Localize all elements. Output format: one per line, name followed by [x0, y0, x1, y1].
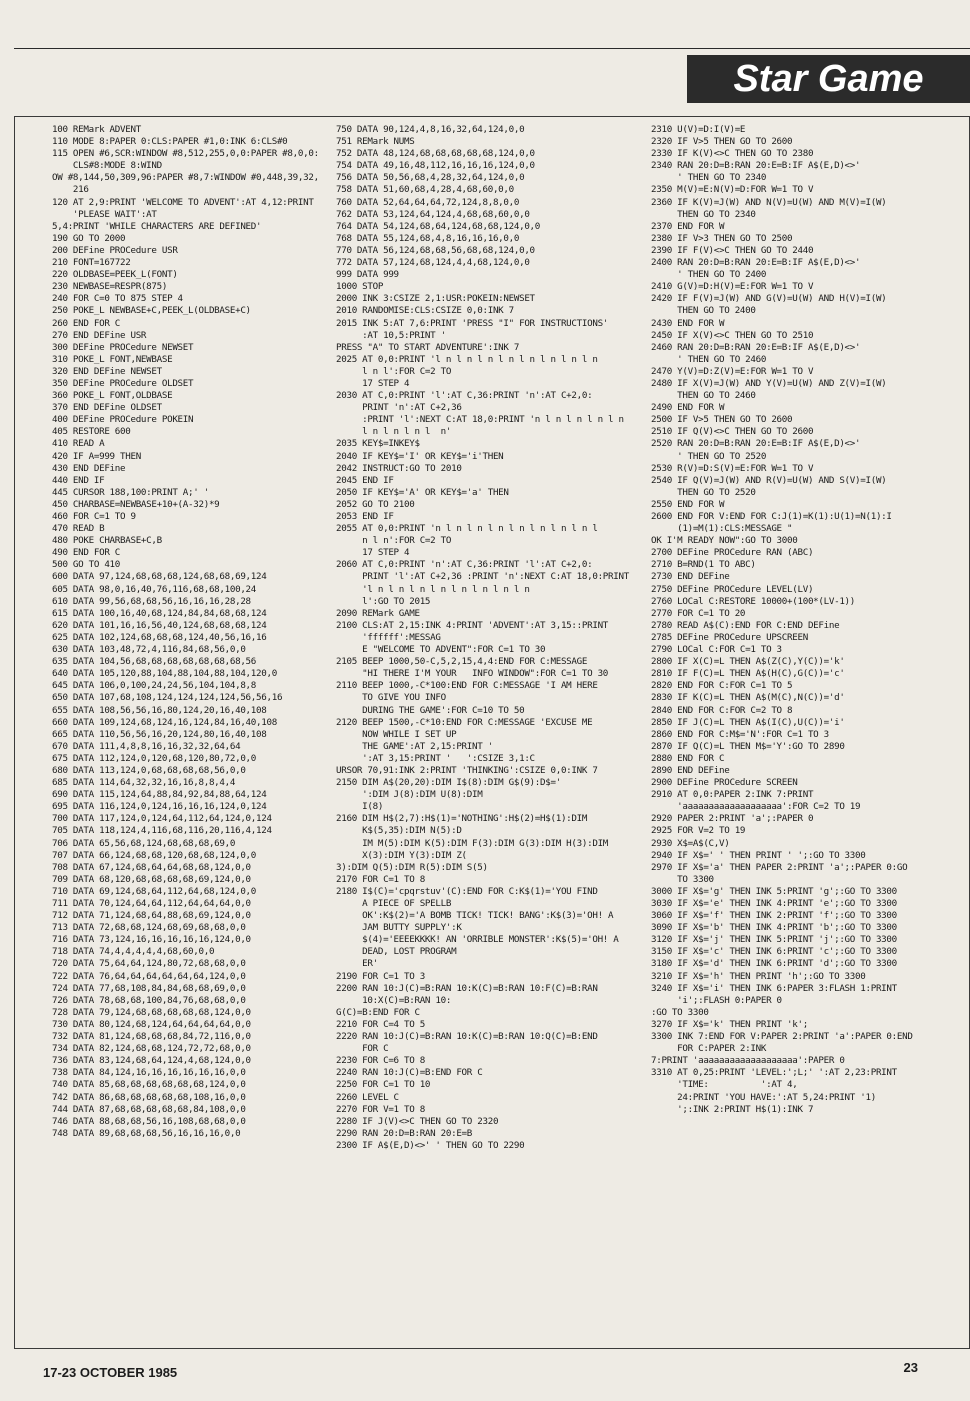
code-line: 17 STEP 4 — [336, 547, 410, 559]
code-line: 722 DATA 76,64,64,64,64,64,64,124,0,0 — [52, 970, 246, 982]
code-line: 709 DATA 68,120,68,68,68,68,69,124,0,0 — [52, 873, 251, 885]
code-line: 2100 CLS:AT 2,15:INK 4:PRINT 'ADVENT':AT 3,15::PRINT — [336, 619, 609, 631]
code-line: 2053 END IF — [336, 511, 394, 522]
code-line: 3180 IF X$='d' THEN INK 6:PRINT 'd';:GO TO 3300 — [651, 958, 897, 970]
code-line: 605 DATA 98,0,16,40,76,116,68,68,100,24 — [52, 583, 257, 595]
code-line: 635 DATA 104,56,68,68,68,68,68,68,68,56 — [52, 656, 257, 668]
code-line: 120 AT 2,9:PRINT 'WELCOME TO ADVENT':AT 4,12:PRINT — [52, 196, 314, 208]
code-line: 2850 IF J(C)=L THEN A$(I(C),U(C))='i' — [651, 716, 845, 728]
code-line: 620 DATA 101,16,16,56,40,124,68,68,68,124 — [52, 619, 267, 631]
code-line: 2970 IF X$='a' THEN PAPER 2:PRINT 'a';:PAPER 0:GO — [651, 861, 908, 873]
code-line: 2700 DEFine PROCedure RAN (ABC) — [651, 547, 814, 559]
code-line: 2840 END FOR C:FOR C=2 TO 8 — [651, 704, 793, 716]
code-line: $(4)='EEEEKKKK! AN 'ORRIBLE MONSTER':K$(5)='OH! A — [336, 934, 619, 946]
code-line: THEN GO TO 2520 — [651, 486, 756, 498]
code-line: THEN GO TO 2460 — [651, 390, 756, 402]
code-line: 240 FOR C=0 TO 875 STEP 4 — [52, 293, 183, 305]
code-line: 705 DATA 118,124,4,116,68,116,20,116,4,124 — [52, 825, 272, 837]
code-line: 726 DATA 78,68,68,100,84,76,68,68,0,0 — [52, 994, 246, 1006]
code-line: I(8) — [336, 801, 384, 813]
code-line: OK':K$(2)='A BOMB TICK! TICK! BANG':K$(3)='OH! A — [336, 910, 614, 922]
code-line: CLS#8:MODE 8:WIND — [52, 160, 162, 172]
code-line: l n l':FOR C=2 TO — [336, 365, 452, 377]
code-line: l n l n l n l n' — [336, 426, 452, 438]
code-line: 650 DATA 107,68,108,124,124,124,124,56,56,16 — [52, 692, 283, 704]
code-line: 2410 G(V)=D:H(V)=E:FOR W=1 TO V — [651, 281, 814, 293]
code-line: 2310 U(V)=D:I(V)=E — [651, 124, 746, 135]
code-line: 718 DATA 74,4,4,4,4,4,68,60,0,0 — [52, 946, 215, 958]
code-line: 2930 X$=A$(C,V) — [651, 837, 730, 849]
code-line: 768 DATA 55,124,68,4,8,16,16,16,0,0 — [336, 232, 520, 244]
code-line: 405 RESTORE 600 — [52, 426, 131, 438]
code-line: 999 DATA 999 — [336, 269, 399, 281]
code-line: 2480 IF X(V)=J(W) AND Y(V)=U(W) AND Z(V)=I(W) — [651, 377, 887, 389]
code-line: 3030 IF X$='e' THEN INK 4:PRINT 'e';:GO TO 3300 — [651, 898, 897, 909]
code-line: 370 END DEFine OLDSET — [52, 402, 162, 414]
code-line: 2120 BEEP 1500,-C*10:END FOR C:MESSAGE 'EXCUSE ME — [336, 716, 593, 728]
code-line: 216 — [52, 184, 89, 196]
code-line: 2220 RAN 10:J(C)=B:RAN 10:K(C)=B:RAN 10:Q(C)=B:END — [336, 1031, 598, 1043]
code-line: 110 MODE 8:PAPER 0:CLS:PAPER #1,0:INK 6:CLS#0 — [52, 136, 288, 148]
code-line: 746 DATA 88,68,68,56,16,108,68,68,0,0 — [52, 1115, 246, 1127]
code-line: 700 DATA 117,124,0,124,64,112,64,124,0,124 — [52, 813, 272, 825]
code-line: 2730 END DEFine — [651, 571, 730, 583]
code-line: 706 DATA 65,56,68,124,68,68,68,69,0 — [52, 837, 236, 849]
code-line: X(3):DIM Y(3):DIM Z( — [336, 849, 467, 861]
code-line: 2800 IF X(C)=L THEN A$(Z(C),Y(C))='k' — [651, 656, 845, 668]
code-line: 2015 INK 5:AT 7,6:PRINT 'PRESS "I" FOR INSTRUCTIONS' — [336, 317, 609, 329]
code-line: 3000 IF X$='g' THEN INK 5:PRINT 'g';:GO TO 3300 — [651, 885, 897, 897]
code-line: 2925 FOR V=2 TO 19 — [651, 825, 746, 837]
code-line: 200 DEFine PROCedure USR — [52, 244, 178, 256]
code-line: 'ffffff':MESSAG — [336, 631, 441, 643]
code-line: 3060 IF X$='f' THEN INK 2:PRINT 'f';:GO TO 3300 — [651, 910, 897, 922]
code-line: 320 END DEFine NEWSET — [52, 365, 162, 377]
code-line: G(C)=B:END FOR C — [336, 1006, 420, 1018]
code-line: 2045 END IF — [336, 474, 394, 486]
code-line: 'l n l n l n l n l n l n l n l n — [336, 583, 530, 595]
code-line: 7:PRINT 'aaaaaaaaaaaaaaaaaaa':PAPER 0 — [651, 1055, 845, 1067]
code-line: 2600 END FOR V:END FOR C:J(1)=K(1):U(1)=N(1):I — [651, 511, 892, 522]
code-line: 2430 END FOR W — [651, 317, 725, 329]
code-line: 610 DATA 99,56,68,68,56,16,16,16,28,28 — [52, 595, 251, 607]
code-line: 2090 REMark GAME — [336, 607, 420, 619]
code-line: 2460 RAN 20:D=B:RAN 20:E=B:IF A$(E,D)<>' — [651, 341, 861, 353]
code-line: 2940 IF X$=' ' THEN PRINT ' ';:GO TO 3300 — [651, 849, 866, 861]
code-line: 2880 END FOR C — [651, 752, 725, 764]
code-line: 3150 IF X$='c' THEN INK 6:PRINT 'c';:GO TO 3300 — [651, 946, 897, 958]
code-line: 738 DATA 84,124,16,16,16,16,16,16,0,0 — [52, 1067, 246, 1079]
code-line: 360 POKE_L FONT,OLDBASE — [52, 390, 173, 402]
code-line: 732 DATA 81,124,68,68,68,84,72,116,0,0 — [52, 1031, 251, 1043]
code-line: 762 DATA 53,124,64,124,4,68,68,60,0,0 — [336, 208, 530, 220]
code-line: "HI THERE I'M YOUR INFO WINDOW":FOR C=1 TO 30 — [336, 668, 609, 680]
code-line: IM M(5):DIM K(5):DIM F(3):DIM G(3):DIM H(3):DIM — [336, 837, 609, 849]
code-line: 450 CHARBASE=NEWBASE+10+(A-32)*9 — [52, 498, 220, 510]
code-line: 695 DATA 116,124,0,124,16,16,16,124,0,124 — [52, 801, 267, 813]
code-line: URSOR 70,91:INK 2:PRINT 'THINKING':CSIZE 0,0:INK 7 — [336, 764, 598, 776]
code-line: 2785 DEFine PROCedure UPSCREEN — [651, 631, 808, 643]
code-line: (1)=M(1):CLS:MESSAGE " — [651, 523, 793, 535]
code-line: 2520 RAN 20:D=B:RAN 20:E=B:IF A$(E,D)<>' — [651, 438, 861, 450]
code-line: 680 DATA 113,124,0,68,68,68,68,56,0,0 — [52, 764, 246, 776]
code-line: 24:PRINT 'YOU HAVE:':AT 5,24:PRINT '1) — [651, 1091, 876, 1103]
code-line: ' THEN GO TO 2460 — [651, 353, 767, 365]
code-line: 'PLEASE WAIT':AT — [52, 208, 157, 220]
code-line: 2370 END FOR W — [651, 220, 725, 232]
code-line: ';:INK 2:PRINT H$(1):INK 7 — [651, 1103, 814, 1115]
top-rule — [14, 48, 970, 49]
code-line: 675 DATA 112,124,0,120,68,120,80,72,0,0 — [52, 752, 257, 764]
code-line: 250 POKE_L NEWBASE+C,PEEK_L(OLDBASE+C) — [52, 305, 251, 317]
code-line: 2830 IF K(C)=L THEN A$(M(C),N(C))='d' — [651, 692, 845, 704]
code-line: 2360 IF K(V)=J(W) AND N(V)=U(W) AND M(V)=I(W) — [651, 196, 887, 208]
code-line: 2200 RAN 10:J(C)=B:RAN 10:K(C)=B:RAN 10:F(C)=B:RAN — [336, 982, 598, 994]
page-title: Star Game — [687, 55, 970, 103]
code-line: 115 OPEN #6,SCR:WINDOW #8,512,255,0,0:PAPER #8,0,0: — [52, 148, 319, 160]
code-line: 2710 B=RND(1 TO ABC) — [651, 559, 756, 571]
code-line: ':AT 3,15:PRINT ' ':CSIZE 3,1:C — [336, 752, 535, 764]
code-line: 772 DATA 57,124,68,124,4,4,68,124,0,0 — [336, 257, 530, 269]
code-line: ' THEN GO TO 2520 — [651, 450, 767, 462]
code-line: 750 DATA 90,124,4,8,16,32,64,124,0,0 — [336, 124, 525, 135]
code-line: A PIECE OF SPELLB — [336, 898, 452, 909]
code-line: 2280 IF J(V)<>C THEN GO TO 2320 — [336, 1115, 499, 1127]
code-line: THE GAME':AT 2,15:PRINT ' — [336, 740, 493, 752]
code-line: l':GO TO 2015 — [336, 595, 431, 607]
code-line: 2400 RAN 20:D=B:RAN 20:E=B:IF A$(E,D)<>' — [651, 257, 861, 269]
code-line: 2040 IF KEY$='I' OR KEY$='i'THEN — [336, 450, 504, 462]
code-line: NOW WHILE I SET UP — [336, 728, 457, 740]
code-line: 400 DEFine PROCedure POKEIN — [52, 414, 194, 426]
code-line: 2250 FOR C=1 TO 10 — [336, 1079, 431, 1091]
code-line: 2510 IF Q(V)<>C THEN GO TO 2600 — [651, 426, 814, 438]
code-line: 744 DATA 87,68,68,68,68,68,84,108,0,0 — [52, 1103, 246, 1115]
code-line: 770 DATA 56,124,68,68,56,68,68,124,0,0 — [336, 244, 535, 256]
code-line: 2760 LOCal C:RESTORE 10000+(100*(LV-1)) — [651, 595, 856, 607]
code-line: ':DIM J(8):DIM U(8):DIM — [336, 789, 483, 801]
code-line: JAM BUTTY SUPPLY':K — [336, 922, 462, 934]
code-line: 655 DATA 108,56,56,16,80,124,20,16,40,108 — [52, 704, 267, 716]
code-line: 2190 FOR C=1 TO 3 — [336, 970, 425, 982]
code-line: 190 GO TO 2000 — [52, 232, 126, 244]
code-line: 100 REMark ADVENT — [52, 124, 141, 135]
code-line: 2910 AT 0,0:PAPER 2:INK 7:PRINT — [651, 789, 814, 801]
code-line: 2270 FOR V=1 TO 8 — [336, 1103, 425, 1115]
code-line: 630 DATA 103,48,72,4,116,84,68,56,0,0 — [52, 644, 246, 656]
code-line: 2105 BEEP 1000,50-C,5,2,15,4,4:END FOR C:MESSAGE — [336, 656, 588, 668]
code-line: 2890 END DEFine — [651, 764, 730, 776]
code-line: 2770 FOR C=1 TO 20 — [651, 607, 746, 619]
code-line: 2390 IF F(V)<>C THEN GO TO 2440 — [651, 244, 814, 256]
code-line: 2340 RAN 20:D=B:RAN 20:E=B:IF A$(E,D)<>' — [651, 160, 861, 172]
code-line: :PRINT 'l':NEXT C:AT 18,0:PRINT 'n l n l n l n l n — [336, 414, 624, 426]
code-line: 2000 INK 3:CSIZE 2,1:USR:POKEIN:NEWSET — [336, 293, 535, 305]
code-line: 2870 IF Q(C)=L THEN M$='Y':GO TO 2890 — [651, 740, 845, 752]
code-line: 2160 DIM H$(2,7):H$(1)='NOTHING':H$(2)=H$(1):DIM — [336, 813, 588, 825]
code-line: 764 DATA 54,124,68,64,124,68,68,124,0,0 — [336, 220, 541, 232]
code-line: 3):DIM Q(5):DIM R(5):DIM S(5) — [336, 861, 488, 873]
code-line: 2820 END FOR C:FOR C=1 TO 5 — [651, 680, 793, 692]
code-line: 2290 RAN 20:D=B:RAN 20:E=B — [336, 1127, 473, 1139]
code-line: 730 DATA 80,124,68,124,64,64,64,64,0,0 — [52, 1018, 251, 1030]
code-line: 712 DATA 71,124,68,64,88,68,69,124,0,0 — [52, 910, 251, 922]
code-line: 'aaaaaaaaaaaaaaaaaaa':FOR C=2 TO 19 — [651, 801, 861, 813]
code-line: 640 DATA 105,120,88,104,88,104,88,104,120,0 — [52, 668, 277, 680]
code-line: 210 FONT=167722 — [52, 257, 131, 269]
code-line: 3310 AT 0,25:PRINT 'LEVEL:';L;' ':AT 2,23:PRINT — [651, 1067, 897, 1079]
code-line: 350 DEFine PROCedure OLDSET — [52, 377, 194, 389]
code-line: 430 END DEFine — [52, 462, 126, 474]
code-line: 716 DATA 73,124,16,16,16,16,16,124,0,0 — [52, 934, 251, 946]
code-line: 2110 BEEP 1000,-C*100:END FOR C:MESSAGE 'I AM HERE — [336, 680, 598, 692]
listing-column-2 — [336, 124, 636, 1152]
code-line: :AT 10,5:PRINT ' — [336, 329, 446, 341]
code-line: 270 END DEFine USR — [52, 329, 147, 341]
code-line: 2240 RAN 10:J(C)=B:END FOR C — [336, 1067, 483, 1079]
code-line: 490 END FOR C — [52, 547, 121, 559]
code-line: 751 REMark NUMS — [336, 136, 415, 148]
code-line: 2260 LEVEL C — [336, 1091, 399, 1103]
code-line: THEN GO TO 2340 — [651, 208, 756, 220]
code-line: 724 DATA 77,68,108,84,84,68,68,69,0,0 — [52, 982, 246, 994]
code-line: K$(5,35):DIM N(5):D — [336, 825, 462, 837]
code-line: 645 DATA 106,0,100,24,24,56,104,104,8,8 — [52, 680, 257, 692]
code-line: 2150 DIM A$(20,20):DIM I$(8):DIM G$(9):D$=' — [336, 777, 561, 789]
code-line: 2550 END FOR W — [651, 498, 725, 510]
code-line: 470 READ B — [52, 523, 105, 535]
code-line: E "WELCOME TO ADVENT":FOR C=1 TO 30 — [336, 644, 546, 656]
code-line: 230 NEWBASE=RESPR(875) — [52, 281, 168, 293]
code-line: 756 DATA 50,56,68,4,28,32,64,124,0,0 — [336, 172, 525, 184]
code-line: 600 DATA 97,124,68,68,68,124,68,68,69,124 — [52, 571, 267, 583]
code-line: 3120 IF X$='j' THEN INK 5:PRINT 'j';:GO TO 3300 — [651, 934, 897, 946]
code-line: ' THEN GO TO 2340 — [651, 172, 767, 184]
code-line: 260 END FOR C — [52, 317, 121, 329]
code-line: n l n':FOR C=2 TO — [336, 535, 452, 547]
code-line: DEAD, LOST PROGRAM — [336, 946, 457, 958]
code-line: 410 READ A — [52, 438, 105, 450]
code-line: OW #8,144,50,309,96:PAPER #8,7:WINDOW #0,448,39,32, — [52, 172, 319, 184]
code-line: 708 DATA 67,124,68,64,64,68,68,124,0,0 — [52, 861, 251, 873]
code-line: :GO TO 3300 — [651, 1006, 709, 1018]
code-line: 2490 END FOR W — [651, 402, 725, 414]
code-line: 2810 IF F(C)=L THEN A$(H(C),G(C))='c' — [651, 668, 845, 680]
code-line: ' THEN GO TO 2400 — [651, 269, 767, 281]
code-line: 2350 M(V)=E:N(V)=D:FOR W=1 TO V — [651, 184, 814, 196]
code-line: 625 DATA 102,124,68,68,68,124,40,56,16,16 — [52, 631, 267, 643]
listing-column-3 — [651, 124, 951, 1116]
page-number: 23 — [903, 1360, 918, 1375]
code-line: 300 DEFine PROCedure NEWSET — [52, 341, 194, 353]
code-line: PRINT 'n':AT C+2,36 — [336, 402, 462, 414]
code-line: 2042 INSTRUCT:GO TO 2010 — [336, 462, 462, 474]
code-line: 5,4:PRINT 'WHILE CHARACTERS ARE DEFINED' — [52, 220, 262, 232]
code-line: 1000 STOP — [336, 281, 384, 293]
code-line: FOR C:PAPER 2:INK — [651, 1043, 767, 1055]
code-line: 10:X(C)=B:RAN 10: — [336, 994, 452, 1006]
code-line: 2035 KEY$=INKEY$ — [336, 438, 420, 450]
code-line: 615 DATA 100,16,40,68,124,84,84,68,68,124 — [52, 607, 267, 619]
code-line: 670 DATA 111,4,8,8,16,16,32,32,64,64 — [52, 740, 241, 752]
code-line: 500 GO TO 410 — [52, 559, 121, 571]
code-line: 690 DATA 115,124,64,88,84,92,84,88,64,124 — [52, 789, 267, 801]
code-line: 2060 AT C,0:PRINT 'n':AT C,36:PRINT 'l':AT C+2,0: — [336, 559, 593, 571]
code-line: 17 STEP 4 — [336, 377, 410, 389]
code-line: 2052 GO TO 2100 — [336, 498, 415, 510]
code-line: 3270 IF X$='k' THEN PRINT 'k'; — [651, 1018, 808, 1030]
code-line: 711 DATA 70,124,64,64,112,64,64,64,0,0 — [52, 898, 251, 909]
code-line: 752 DATA 48,124,68,68,68,68,68,124,0,0 — [336, 148, 535, 160]
code-line: TO 3300 — [651, 873, 714, 885]
code-line: 2025 AT 0,0:PRINT 'l n l n l n l n l n l n l n l n — [336, 353, 598, 365]
code-line: 707 DATA 66,124,68,68,120,68,68,124,0,0 — [52, 849, 257, 861]
code-line: 2170 FOR C=1 TO 8 — [336, 873, 425, 885]
code-line: ER' — [336, 958, 378, 970]
code-line: 310 POKE_L FONT,NEWBASE — [52, 353, 173, 365]
code-line: 2920 PAPER 2:PRINT 'a';:PAPER 0 — [651, 813, 814, 825]
code-line: THEN GO TO 2400 — [651, 305, 756, 317]
code-line: 2230 FOR C=6 TO 8 — [336, 1055, 425, 1067]
code-line: 2010 RANDOMISE:CLS:CSIZE 0,0:INK 7 — [336, 305, 514, 317]
code-line: 748 DATA 89,68,68,68,56,16,16,16,0,0 — [52, 1127, 241, 1139]
code-line: 2790 LOCal C:FOR C=1 TO 3 — [651, 644, 782, 656]
code-line: 2420 IF F(V)=J(W) AND G(V)=U(W) AND H(V)=I(W) — [651, 293, 887, 305]
code-line: 3090 IF X$='b' THEN INK 4:PRINT 'b';:GO TO 3300 — [651, 922, 897, 934]
code-line: 2055 AT 0,0:PRINT 'n l n l n l n l n l n l n l n l — [336, 523, 598, 535]
code-line: 2540 IF Q(V)=J(W) AND R(V)=U(W) AND S(V)=I(W) — [651, 474, 887, 486]
code-line: PRESS "A" TO START ADVENTURE':INK 7 — [336, 341, 520, 353]
code-line: PRINT 'l':AT C+2,36 :PRINT 'n':NEXT C:AT 18,0:PRINT — [336, 571, 629, 583]
code-line: 2380 IF V>3 THEN GO TO 2500 — [651, 232, 793, 244]
code-line: 2180 I$(C)='cpqrstuv'(C):END FOR C:K$(1)='YOU FIND — [336, 885, 598, 897]
code-line: 2500 IF V>5 THEN GO TO 2600 — [651, 414, 793, 426]
listing-column-1 — [52, 124, 332, 1140]
code-line: 2330 IF K(V)<>C THEN GO TO 2380 — [651, 148, 814, 160]
code-line: FOR C — [336, 1043, 389, 1055]
code-line: 2050 IF KEY$='A' OR KEY$='a' THEN — [336, 486, 509, 498]
code-line: 480 POKE CHARBASE+C,B — [52, 535, 162, 547]
code-line: 713 DATA 72,68,68,124,68,69,68,68,0,0 — [52, 922, 246, 934]
code-line: 420 IF A=999 THEN — [52, 450, 141, 462]
code-line: 'i';:FLASH 0:PAPER 0 — [651, 994, 782, 1006]
code-line: 734 DATA 82,124,68,68,124,72,72,68,0,0 — [52, 1043, 251, 1055]
code-line: 2750 DEFine PROCedure LEVEL(LV) — [651, 583, 814, 595]
code-line: 3240 IF X$='i' THEN INK 6:PAPER 3:FLASH 1:PRINT — [651, 982, 897, 994]
code-line: 2300 IF A$(E,D)<>' ' THEN GO TO 2290 — [336, 1139, 525, 1151]
code-line: 440 END IF — [52, 474, 105, 486]
code-line: 758 DATA 51,60,68,4,28,4,68,60,0,0 — [336, 184, 514, 196]
code-line: OK I'M READY NOW":GO TO 3000 — [651, 535, 798, 547]
code-line: 736 DATA 83,124,68,64,124,4,68,124,0,0 — [52, 1055, 251, 1067]
code-line: DURING THE GAME':FOR C=10 TO 50 — [336, 704, 525, 716]
code-line: 2900 DEFine PROCedure SCREEN — [651, 777, 798, 789]
code-line: 710 DATA 69,124,68,64,112,64,68,124,0,0 — [52, 885, 257, 897]
code-line: 2530 R(V)=D:S(V)=E:FOR W=1 TO V — [651, 462, 814, 474]
code-line: 760 DATA 52,64,64,64,72,124,8,8,0,0 — [336, 196, 520, 208]
code-line: 3300 INK 7:END FOR V:PAPER 2:PRINT 'a':PAPER 0:END — [651, 1031, 913, 1043]
code-line: 740 DATA 85,68,68,68,68,68,68,124,0,0 — [52, 1079, 246, 1091]
code-line: 445 CURSOR 188,100:PRINT A;' ' — [52, 486, 209, 498]
code-line: 2780 READ A$(C):END FOR C:END DEFine — [651, 619, 840, 631]
code-line: TO GIVE YOU INFO — [336, 692, 446, 704]
code-line: 754 DATA 49,16,48,112,16,16,16,124,0,0 — [336, 160, 535, 172]
issue-date: 17-23 OCTOBER 1985 — [43, 1365, 178, 1380]
code-line: 2210 FOR C=4 TO 5 — [336, 1018, 425, 1030]
code-line: 665 DATA 110,56,56,16,20,124,80,16,40,108 — [52, 728, 267, 740]
code-line: 2450 IF X(V)<>C THEN GO TO 2510 — [651, 329, 814, 341]
code-line: 220 OLDBASE=PEEK_L(FONT) — [52, 269, 178, 281]
code-line: 3210 IF X$='h' THEN PRINT 'h';:GO TO 3300 — [651, 970, 866, 982]
code-line: 685 DATA 114,64,32,32,16,16,8,8,4,4 — [52, 777, 236, 789]
code-line: 2860 END FOR C:M$='N':FOR C=1 TO 3 — [651, 728, 829, 740]
code-line: 2470 Y(V)=D:Z(V)=E:FOR W=1 TO V — [651, 365, 814, 377]
code-line: 'TIME: ':AT 4, — [651, 1079, 798, 1091]
code-line: 742 DATA 86,68,68,68,68,68,108,16,0,0 — [52, 1091, 246, 1103]
code-line: 460 FOR C=1 TO 9 — [52, 511, 136, 522]
code-line: 720 DATA 75,64,64,124,80,72,68,68,0,0 — [52, 958, 246, 970]
code-line: 728 DATA 79,124,68,68,68,68,68,124,0,0 — [52, 1006, 251, 1018]
code-line: 2030 AT C,0:PRINT 'l':AT C,36:PRINT 'n':AT C+2,0: — [336, 390, 593, 402]
code-line: 2320 IF V>5 THEN GO TO 2600 — [651, 136, 793, 148]
code-line: 660 DATA 109,124,68,124,16,124,84,16,40,108 — [52, 716, 277, 728]
